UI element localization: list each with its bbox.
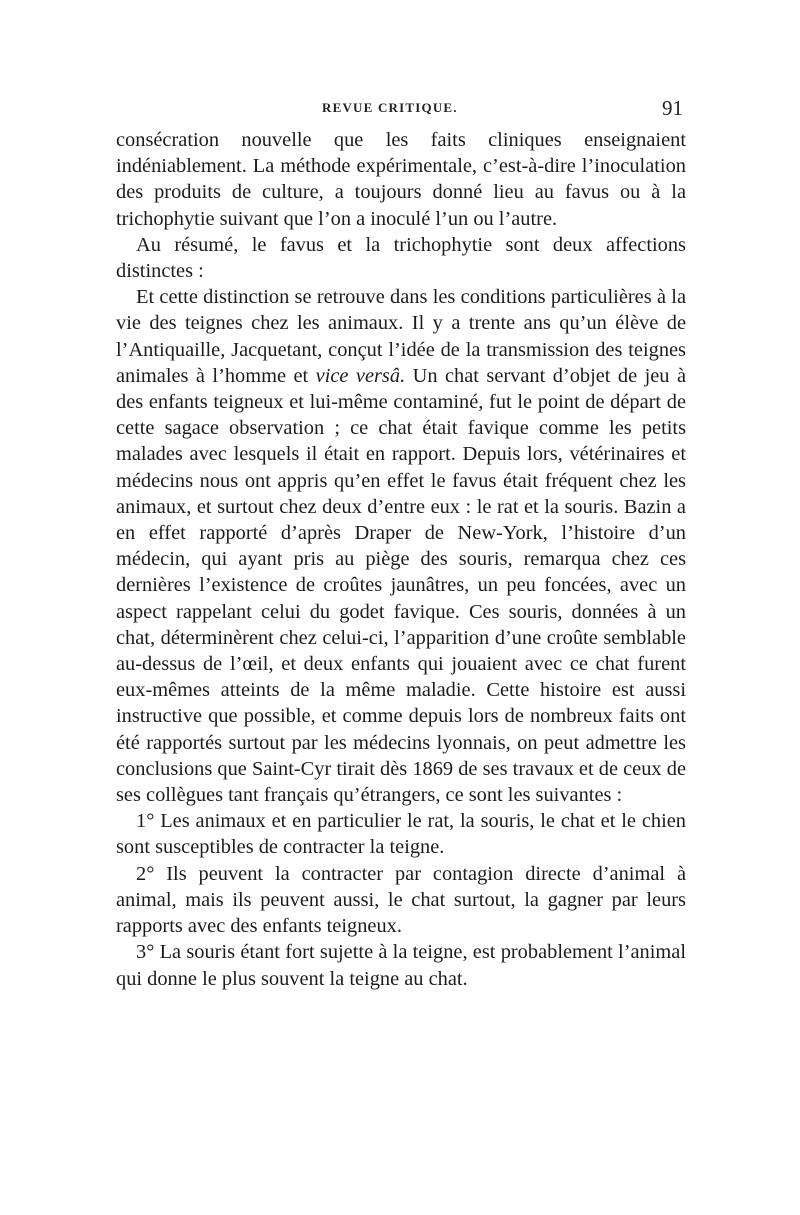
running-title: REVUE CRITIQUE.: [322, 100, 458, 115]
paragraph-continuation: consécration nouvelle que les faits cliniques enseignaient indéniablement. La méthode expérimentale, c’est-à-dire l’inoculation des produits de culture, a toujours donné lieu au favus ou à la trichophytie suivant que l’on a inoculé l’un ou l’autre.: [116, 129, 686, 230]
body-text: [116, 127, 686, 992]
page-number: 91: [662, 96, 683, 120]
paragraph-animal-transmission: [116, 284, 686, 808]
paragraph-text-before-italic: Et cette distinction se retrouve dans les conditions particulières à la vie des teignes chez les animaux. Il y a trente ans qu’un élève de l’Antiquaille, Jacquetant, conçut l’idée de la transmission des teignes animales à l’homme et: [116, 286, 686, 387]
conclusion-item-1: 1° Les animaux et en particulier le rat, la souris, le chat et le chien sont susceptibles de contracter la teigne.: [116, 810, 686, 859]
paragraph-text-after-italic: Un chat servant d’objet de jeu à des enfants teigneux et lui-même contaminé, fut le point de départ de cette sagace observation ; ce chat était favique comme les petits malades avec lesquels il était en rapport. Depuis lors, vétérinaires et médecins nous ont appris qu’en effet le favus était fréquent chez les animaux, et surtout chez deux d’entre eux : le rat et la souris. Bazin a en effet rapporté d’après Draper de New-York, l’histoire d’un médecin, qui ayant pris au piège des souris, remarqua chez ces dernières l’existence de croûtes jaunâtres, un peu foncées, avec un aspect rappelant celui du godet favique. Ces souris, données à un chat, déterminèrent chez celui-ci, l’apparition d’une croûte semblable au-dessus de l’œil, et deux enfants qui jouaient avec ce chat furent eux-mêmes atteints de la même maladie. Cette histoire est aussi instructive que possible, et comme depuis lors de nombreux faits ont été rapportés surtout par les médecins lyonnais, on peut admettre les conclusions que Saint-Cyr tirait dès 1869 de ses travaux et de ceux de ses collègues tant français qu’étrangers, ce sont les suivantes :: [116, 364, 686, 807]
paragraph-summary: Au résumé, le favus et la trichophytie sont deux affections distinctes :: [116, 233, 686, 283]
running-head: [0, 96, 800, 122]
italic-phrase: vice versâ.: [315, 364, 406, 387]
conclusion-item-2: 2° Ils peuvent la contracter par contagion directe d’animal à animal, mais ils peuvent aussi, le chat surtout, la gagner par leurs rapports avec des enfants teigneux.: [116, 862, 686, 938]
conclusion-item-3: 3° La souris étant fort sujette à la teigne, est probablement l’animal qui donne le plus souvent la teigne au chat.: [116, 941, 686, 990]
